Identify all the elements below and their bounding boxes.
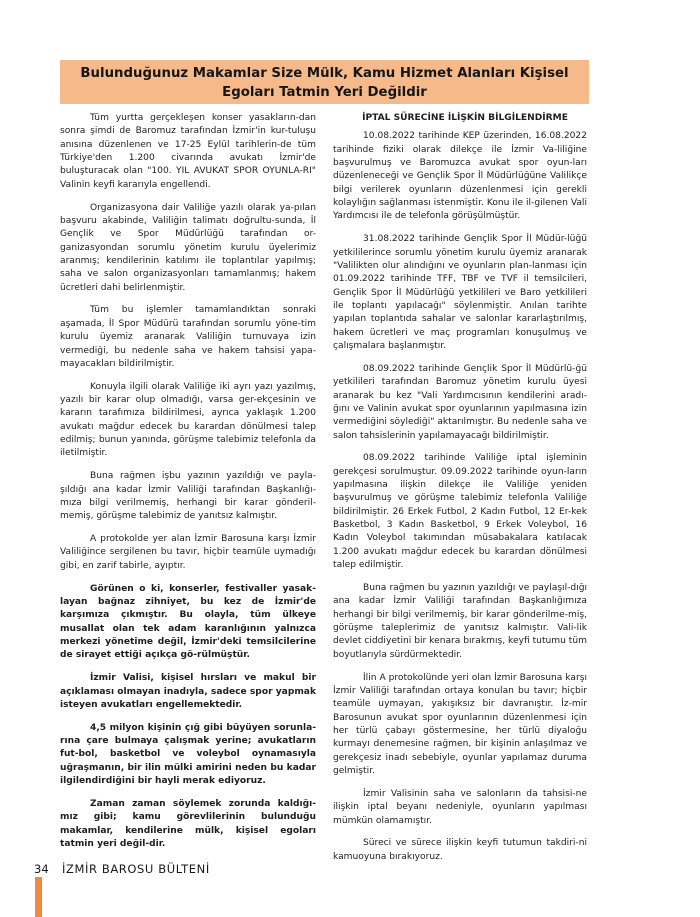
right-paragraph-6: İlin A protokolünde yeri olan İzmir Barosuna karşı İzmir Valiliği tarafından ortaya konulan bu tavır; hiçbir teamüle uymayan, yakışıksız bir davranıştır. İz-mir Barosunun avukat spor oyunlarının düzenlenmesi için her türlü çabayı göstermesine, her türlü diyaloğu kurmayı denemesine rağmen, bir kişinin anlaşılmaz ve gerekçesiz inadı sebebiyle, oyunlar yapılamaz duruma gelmiştir. (333, 672, 587, 776)
left-paragraph-2: Organizasyona dair Valiliğe yazılı olarak ya-pılan başvuru akabinde, Valiliğin talimatı doğrultu-sunda, İl Gençlik ve Spor Müdürlüğü tarafından or-ganizasyondan sorumlu yönetim kurulu üyelerimiz aranmış; kendilerinin katılımı ile toplantılar yapılmış; saha ve salon organizasyonları tamamlanmış; hakem ücretleri dahi belirlenmiştir. (60, 202, 316, 293)
left-paragraph-8: İzmir Valisi, kişisel hırsları ve makul bir açıklaması olmayan inadıyla, sadece spor yapmak isteyen avukatları engellemektedir. (60, 673, 316, 710)
publication-title: İZMİR BAROSU BÜLTENİ (62, 862, 210, 876)
left-paragraph-4: Konuyla ilgili olarak Valiliğe iki ayrı yazı yazılmış, yazılı bir karar olup olmadığı, varsa ger-ekçesinin ve kararın tarafımıza bildirilmesi, ayrıca yaklaşık 1.200 avukatı mağdur edecek bu karardan dönülmesi talep edilmiş; bunun yanında, görüşme talebimiz telefonla da iletilmiştir. (60, 381, 316, 459)
left-paragraph-1: Tüm yurtta gerçekleşen konser yasakların-dan sonra şimdi de Baromuz tarafından İzmir'in kur-tuluşu anısına düzenlenen ve 17-25 Eylül tarihlerin-de tüm Türkiye'den 1.200 civarında avukatı İzmir'de buluşturacak olan "100. YIL AVUKAT SPOR OYUNLA-RI" Valinin keyfi kararıyla engellendi. (60, 113, 316, 190)
right-column (333, 112, 587, 874)
left-column (60, 112, 316, 861)
page-number: 34 (34, 862, 49, 876)
article-title-line-2: Egoları Tatmin Yeri Değildir (222, 85, 427, 100)
article-title-line-1: Bulunduğunuz Makamlar Size Mülk, Kamu Hizmet Alanları Kişisel (80, 66, 569, 81)
right-paragraph-3: 08.09.2022 tarihinde Gençlik Spor İl Müdürlü-ğü yetkilileri tarafından Baromuz yönetim kurulu üyesi aranarak bu kez "Vali Yardımcısının kendilerini aradı-ğını ve Valinin avukat spor oyunlarının yapılmasına izin vermediğini söylediği" aktarılmıştır. Bu nedenle saha ve salon tahsislerinin yapılamayacağı bildirilmiştir. (333, 363, 587, 441)
right-paragraph-5: Buna rağmen bu yazının yazıldığı ve paylaşıl-dığı ana kadar İzmir Valiliği tarafından Başkanlığımıza herhangi bir bilgi verilmemiş, bir karar gönderilme-miş, görüşme taleplerimiz de yanıtsız kalmıştır. Vali-lik devlet ciddiyetini bir kenara bırakmış, keyfi tutumu tüm boyutlarıyla sürdürmektedir. (333, 583, 587, 660)
left-paragraph-6: A protokolde yer alan İzmir Barosuna karşı İzmir Valiliğince sergilenen bu tavır, hiçbir teamüle uymadığı gibi, en zarif tabirle, ayıptır. (60, 534, 316, 571)
right-paragraph-4: 08.09.2022 tarihinde Valiliğe iptal işleminin gerekçesi sorulmuştur. 09.09.2022 tarihinde oyun-ların yapılmasına ilişkin dilekçe ile Valiliğe yeniden başvurulmuş ve görüşme talebimiz telefonla Valiliğe bildirilmiştir. 26 Erkek Futbol, 2 Kadın Futbol, 12 Er-kek Basketbol, 3 Kadın Basketbol, 9 Erkek Voleybol, 16 Kadın Voleybol takımından müsabakalara katılacak 1.200 avukatı mağdur edecek bu karardan dönülmesi talep edilmiştir. (333, 453, 587, 571)
right-paragraph-7: İzmir Valisinin saha ve salonların da tahsisi-ne ilişkin iptal beyanı nedeniyle, oyunların yapılması mümkün olamamıştır. (333, 788, 587, 826)
left-paragraph-10: Zaman zaman söylemek zorunda kaldığı-mız gibi; kamu görevlilerinin bulunduğu makamlar, kendilerine mülk, kişisel egoları tatmin yeri değil-dir. (60, 798, 316, 849)
right-paragraph-2: 31.08.2022 tarihinde Gençlik Spor İl Müdür-lüğü yetkililerince sorumlu yönetim kurulu üyemiz aranarak "Valilikten olur alındığını ve oyunların plan-lanması için 01.09.2022 tarihinde TFF, TBF ve TVF il temsilcileri, Gençlik Spor İl Müdürlüğü yetkilileri ve Baro yetkilileri ile toplantı yapılacağı" söylenmiştir. Anılan tarihte yapılan toplantıda sahalar ve salonlar kararlaştırılmış, hakem ücretleri ve maç programları konuşulmuş ve çalışmalara başlanmıştır. (333, 234, 587, 351)
article-title-banner (60, 60, 589, 104)
left-paragraph-3: Tüm bu işlemler tamamlandıktan sonraki aşamada, İl Spor Müdürü tarafından sorumlu yöne-tim kurulu üyemiz aranarak Valiliğin turnuvaya izin vermediği, bu nedenle saha ve hakem tahsisi yapa-mayacakları bildirilmiştir. (60, 305, 316, 369)
left-paragraph-7: Görünen o ki, konserler, festivaller yasak-layan bağnaz zihniyet, bu kez de İzmir'de karşımıza çıkmıştır. Bu olayla, tüm ülkeye musallat olan tek adam karanlığının yalnızca merkezi yönetime değil, İzmir'deki temsilcilerine de sirayet ettiği açıkça gö-rülmüştür. (60, 583, 316, 661)
footer-accent-bar (35, 877, 42, 917)
right-paragraph-1: 10.08.2022 tarihinde KEP üzerinden, 16.08.2022 tarihinde fiziki olarak dilekçe ile İzmir Va-liliğine başvurulmuş ve Baromuzca avukat spor oyun-ları düzenleneceği ve Gençlik Spor İl Müdürlüğüne Valilikçe bilgi verilerek oyunların düzenlenmesi için gerekli kolaylığın sağlanması istenmiştir. Konu ile il-gilenen Vali Yardımcısı ile de telefonla görüşülmüştür. (333, 131, 587, 222)
left-paragraph-9: 4,5 milyon kişinin çığ gibi büyüyen sorunla-rına çare bulmaya çalışmak yerine; avukatların fut-bol, basketbol ve voleybol oynamasıyla uğraşmanın, bir ilin mülki amirini neden bu kadar ilgilendirdiğini bir hayli merak ediyoruz. (60, 722, 316, 787)
section-heading: İPTAL SÜRECİNE İLİŞKİN BİLGİLENDİRME (362, 113, 568, 123)
right-paragraph-8: Süreci ve sürece ilişkin keyfi tutumun takdiri-ni kamuoyuna bırakıyoruz. (333, 838, 587, 862)
left-paragraph-5: Buna rağmen işbu yazının yazıldığı ve payla-şıldığı ana kadar İzmir Valiliği tarafından Başkanlığı-mıza bilgi verilmemiş, herhangi bir karar gönderil-memiş, görüşme talebimiz de yanıtsız kalmıştır. (60, 471, 316, 522)
